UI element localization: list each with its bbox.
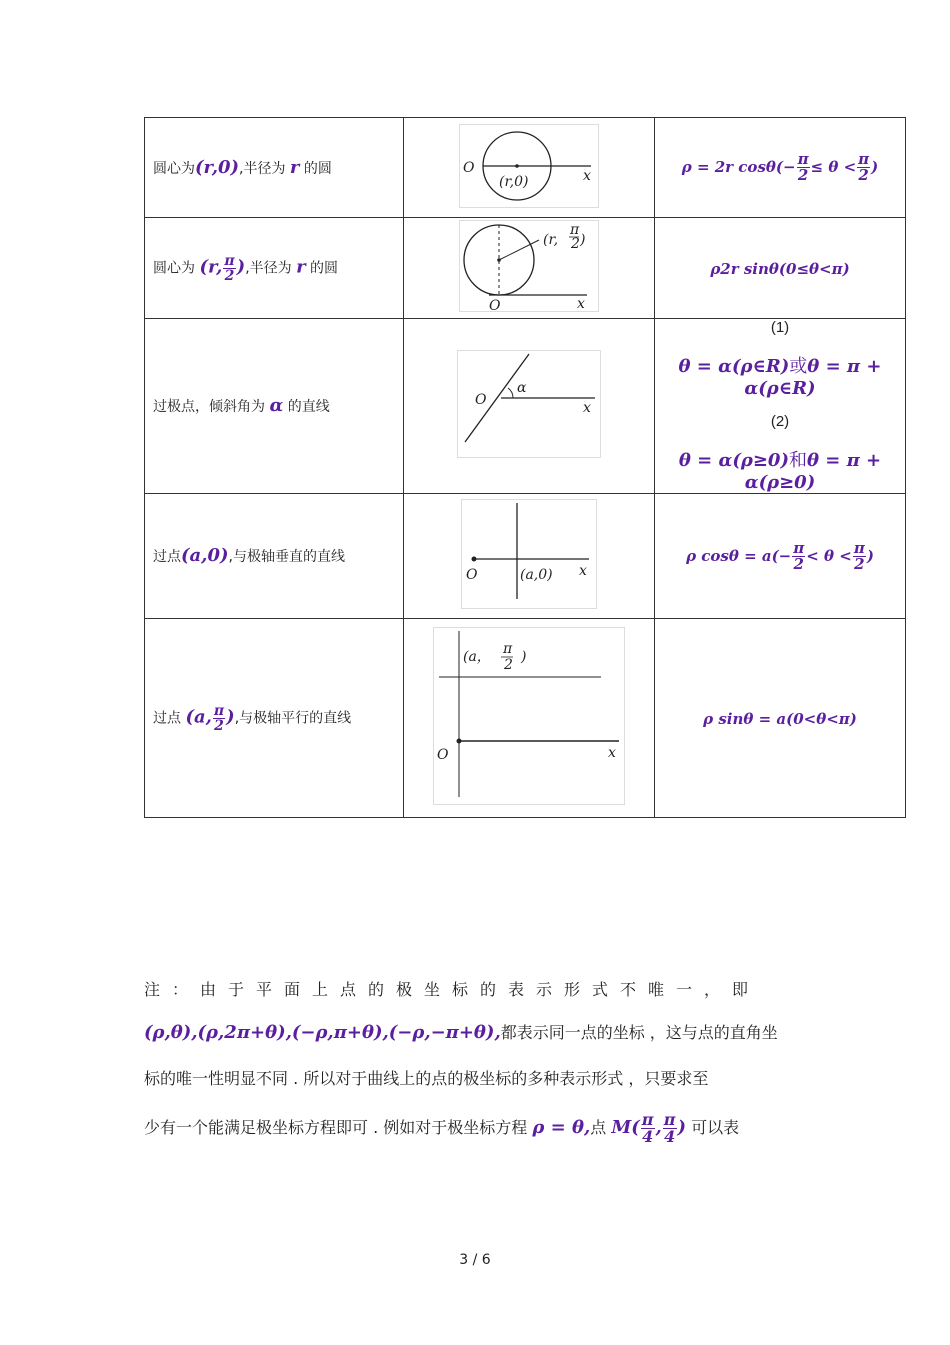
fraction: [853, 538, 866, 573]
formula-part: θ = α(ρ≥0): [678, 450, 789, 471]
formula-part: ): [866, 546, 874, 565]
desc-text: ,半径为: [239, 160, 286, 177]
frac-numerator: π: [853, 538, 865, 557]
frac-numerator: π: [224, 252, 235, 269]
horizontal-line-diagram: [433, 627, 625, 805]
fraction: [797, 152, 810, 183]
desc-text: 过点: [153, 710, 181, 726]
point-label: (a，: [463, 649, 491, 665]
desc-math: (a,0): [181, 545, 229, 567]
frac-denominator: 4: [664, 1127, 676, 1146]
frac-numerator: π: [793, 538, 805, 557]
origin-label: O: [466, 567, 478, 583]
center-label: (r,: [543, 232, 559, 248]
desc-text: 过极点，倾斜角为: [153, 399, 265, 416]
row-formula: [655, 218, 906, 319]
case-label: (1): [770, 319, 790, 336]
table-row: [145, 619, 906, 818]
frac-denominator: 2: [854, 554, 865, 573]
table-row: [145, 218, 906, 319]
note-line-4: [144, 1112, 804, 1145]
frac-denominator: 4: [642, 1127, 654, 1146]
center-label: (r,0): [499, 173, 529, 190]
row-diagram: [404, 218, 655, 319]
formula-part: < θ <: [806, 546, 852, 565]
note-text: 少有一个能满足极坐标方程即可 . 例如对于极坐标方程: [144, 1118, 528, 1137]
formula-connector: 和: [788, 450, 807, 471]
desc-math: r: [296, 256, 306, 277]
page-number: 3 / 6: [459, 1252, 491, 1268]
note-line-1: 注：由于平面上点的极坐标的表示形式不唯一，即: [144, 980, 761, 999]
desc-math: r: [289, 156, 300, 178]
polar-equation-table: [144, 117, 906, 818]
row-description: [145, 118, 404, 218]
note-math: ,: [655, 1117, 662, 1138]
fraction: [792, 538, 805, 573]
row-formula: [655, 619, 906, 818]
formula-part: ): [871, 158, 879, 176]
desc-text: ,半径为: [245, 260, 292, 276]
formula-part: θ = π + α(ρ∈R): [744, 356, 882, 399]
frac-numerator: π: [641, 1110, 654, 1129]
desc-text: 的圆: [310, 260, 339, 276]
note-math: ): [677, 1117, 687, 1138]
axis-label: x: [583, 400, 591, 416]
note-text: 都表示同一点的坐标 ，这与点的直角坐: [500, 1023, 778, 1042]
frac-numerator: π: [663, 1110, 676, 1129]
fraction: [213, 704, 225, 733]
desc-math: (a,: [185, 706, 212, 727]
frac-denominator: 2: [858, 166, 869, 184]
formula-connector: 或: [789, 356, 808, 377]
center-label: ): [580, 232, 586, 248]
line-through-pole-diagram: [457, 350, 601, 458]
table-row: [145, 118, 906, 218]
point-label: ): [521, 649, 527, 665]
frac-denominator: 2: [797, 166, 809, 184]
origin-label: O: [489, 298, 501, 312]
fraction: [223, 254, 235, 283]
desc-text: 圆心为: [153, 160, 195, 177]
formula: ρ2r sinθ(0≤θ<π): [710, 259, 850, 278]
note-line-2: [144, 1020, 804, 1043]
vertical-line-diagram: [461, 499, 597, 609]
desc-math: ): [236, 256, 246, 277]
desc-text: 的直线: [287, 399, 330, 416]
frac-numerator: π: [213, 702, 225, 719]
note-text: 可以表: [691, 1118, 740, 1137]
axis-label: x: [608, 745, 616, 761]
row-diagram: [404, 319, 655, 494]
note-math: M(: [611, 1117, 640, 1138]
origin-label: O: [463, 159, 475, 176]
row-diagram: [404, 494, 655, 619]
desc-math: α: [269, 395, 284, 417]
desc-text: 的圆: [303, 160, 332, 177]
table-row: [145, 319, 906, 494]
desc-math: (r,: [199, 256, 223, 277]
frac-numerator: π: [503, 641, 513, 657]
frac-denominator: 2: [571, 236, 580, 252]
frac-denominator: 2: [214, 717, 224, 734]
case-label: (2): [770, 413, 790, 430]
axis-label: x: [583, 167, 591, 184]
desc-text: ,与极轴平行的直线: [234, 710, 352, 726]
row-description: [145, 218, 404, 319]
circle-diagram: [459, 124, 599, 208]
point-label: (a,0): [520, 567, 553, 583]
fraction: [641, 1112, 655, 1145]
formula-line: [655, 446, 905, 493]
desc-text: 圆心为: [153, 260, 195, 276]
row-diagram: [404, 118, 655, 218]
formula-line: [655, 352, 905, 399]
frac-denominator: 2: [793, 554, 804, 573]
frac-numerator: π: [858, 150, 870, 168]
desc-math: ): [226, 706, 235, 727]
row-diagram: [404, 619, 655, 818]
origin-label: O: [437, 747, 449, 763]
desc-text: ,与极轴垂直的直线: [228, 549, 345, 566]
formula-part: θ = α(ρ∈R): [678, 356, 790, 377]
desc-math: (r,0): [195, 156, 239, 178]
frac-denominator: 2: [504, 657, 513, 673]
axis-label: x: [579, 563, 587, 579]
row-description: [145, 319, 404, 494]
row-formula: [655, 494, 906, 619]
desc-text: 过点: [153, 549, 181, 566]
frac-numerator: π: [797, 150, 809, 168]
circle-tangent-diagram: [459, 220, 599, 312]
formula-part: ρ = 2r cosθ(−: [681, 158, 796, 176]
formula-part: ≤ θ <: [810, 158, 857, 176]
frac-denominator: 2: [224, 267, 235, 284]
fraction: [857, 152, 870, 183]
axis-label: x: [577, 296, 585, 312]
note-line-3: 标的唯一性明显不同 . 所以对于曲线上的点的极坐标的多种表示形式 ，只要求至: [144, 1069, 709, 1088]
table-row: [145, 494, 906, 619]
formula: ρ sinθ = a(0<θ<π): [703, 709, 857, 728]
note-math: ρ = θ,: [532, 1117, 591, 1138]
formula-part: θ = π + α(ρ≥0): [744, 450, 882, 493]
formula-part: ρ cosθ = a(−: [686, 546, 792, 565]
row-description: [145, 494, 404, 619]
fraction: [663, 1112, 677, 1145]
row-description: [145, 619, 404, 818]
row-formula: [655, 319, 906, 494]
note-math: (ρ,θ),(ρ,2π+θ),(−ρ,π+θ),(−ρ,−π+θ),: [144, 1022, 501, 1043]
frac-numerator: π: [570, 222, 580, 238]
note-text: 点: [590, 1118, 607, 1137]
row-formula: [655, 118, 906, 218]
angle-label: α: [517, 380, 527, 396]
origin-label: O: [475, 392, 487, 408]
